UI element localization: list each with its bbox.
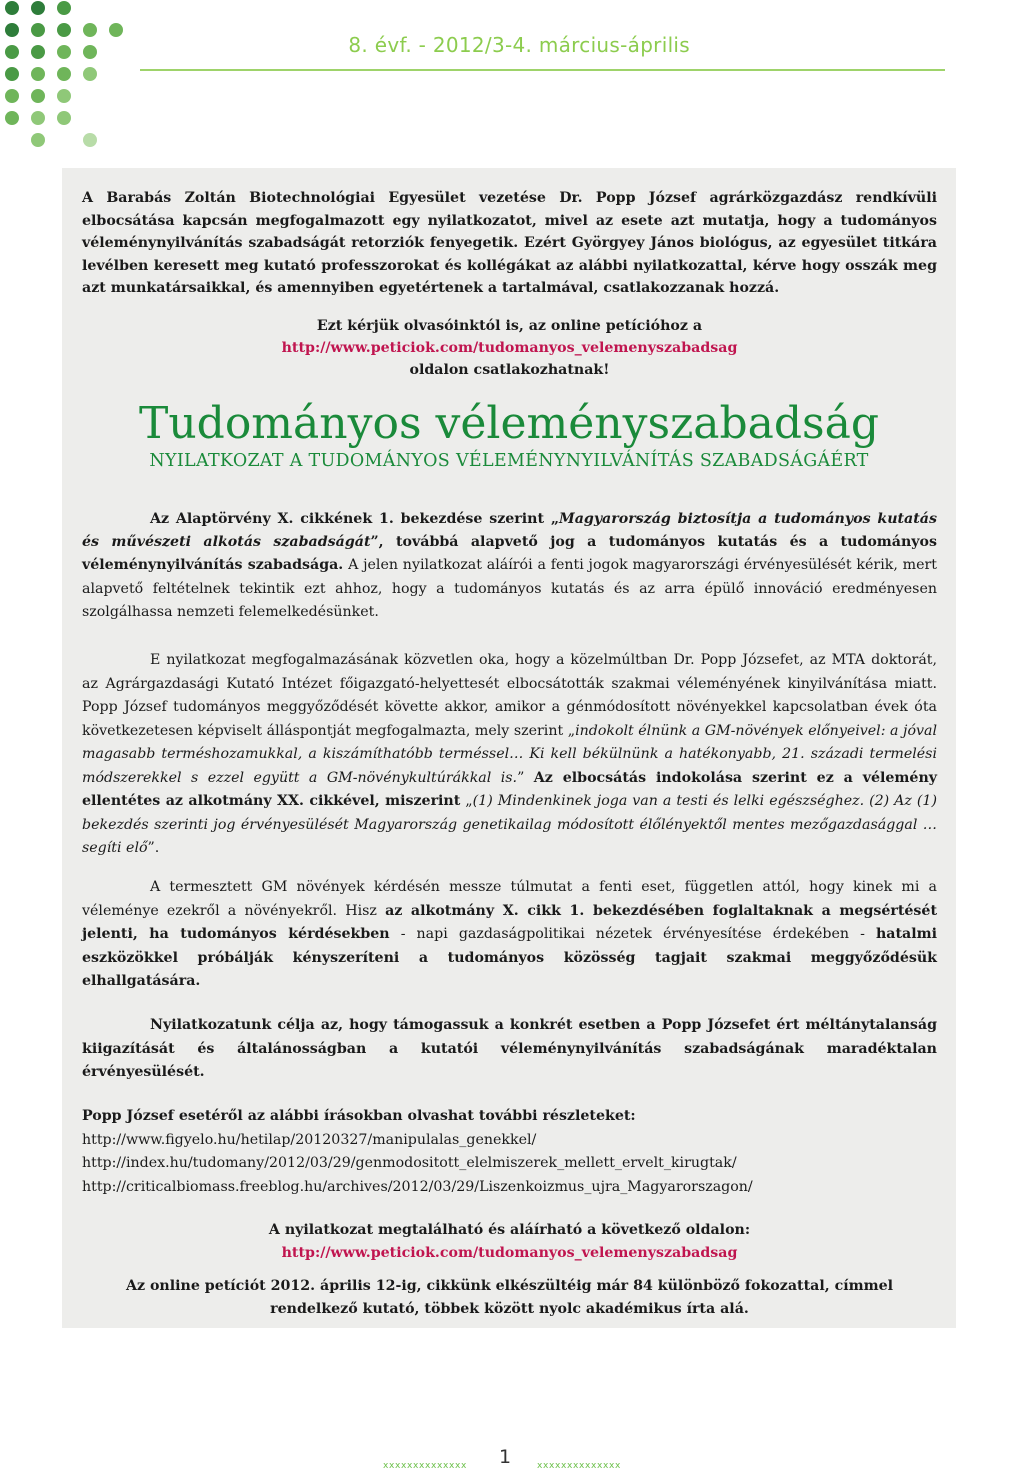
paragraph-2: E nyilatkozat megfogalmazásának közvetlen oka, hogy a közelmúltban Dr. Popp Józsefet, az MTA doktorát, az Agrárgazdasági Kutató Intézet főigazgató-helyettesét elbocsátották szakmai véleményének kinyilvánítása miatt. Popp József tudományos meggyőződését követte akkor, amikor a génmódosított növényekkel kapcsolatban évek óta következetesen képviselt álláspontját megfogalmazta, mely szerint „indokolt élnünk a GM-növények előnyeivel: a jóval magasabb terméshozamukkal, a kiszámíthatóbb terméssel… Ki kell békülnünk a hatékonyabb, 21. századi termelési módszerekkel s ezzel együtt a GM-növénykultúrákkal is.” Az elbocsátás indokolása szerint ez a vélemény ellentétes az alkotmány XX. cikkével, miszerint „(1) Mindenkinek joga van a testi és lelki egészséghez. (2) Az (1) bekezdés szerinti jog érvényesülését Magyarország genetikailag módosított élőlényektől mentes mezőgazdasággal … segíti elő”. (82, 652, 938, 856)
ornament-mark: x (603, 1461, 609, 1471)
p1-rest: A jelen nyilatkozat aláírói a fenti jogok magyarországi érvényesülését kérik, mert alapvető feltételnek tekintik ezt ahhoz, hogy a tudományos kutatás és az arra épülő innováció eredményesen szolgálhassa nemzeti felemelkedésünket. (82, 557, 937, 620)
link-item[interactable]: http://criticalbiomass.freeblog.hu/archives/2012/03/29/Liszenkoizmus_ujra_Magyarorszagon/ (82, 1178, 753, 1195)
decorative-dot (83, 45, 97, 59)
ornament-mark: x (567, 1461, 573, 1471)
ornament-mark: x (449, 1461, 455, 1471)
call-line-end: oldalon csatlakozhatnak! (409, 362, 610, 378)
ornament-mark: x (585, 1461, 591, 1471)
decorative-dot (57, 89, 71, 103)
ornament-mark: x (461, 1461, 467, 1471)
ornament-mark: x (615, 1461, 621, 1471)
p2-bold: Az elbocsátás indokolása szerint ez a vélemény ellentétes az alkotmány XX. cikkével, miszerint (82, 769, 938, 809)
link-item[interactable]: http://index.hu/tudomany/2012/03/29/genmodositott_elelmiszerek_mellett_ervelt_kirugtak/ (82, 1155, 737, 1171)
decorative-dot (5, 67, 19, 81)
call-line: Ezt kérjük olvasóinktól is, az online petícióhoz a (316, 318, 703, 334)
further-reading (82, 1105, 937, 1199)
decorative-dot (5, 89, 19, 103)
decorative-dot (83, 133, 97, 147)
decorative-dot (57, 23, 71, 37)
ornament-mark: x (455, 1461, 461, 1471)
ornament-mark: x (609, 1461, 615, 1471)
decorative-dot (31, 45, 45, 59)
ornament-mark: x (407, 1461, 413, 1471)
decorative-dot (83, 67, 97, 81)
p3-bold: az alkotmány X. cikk 1. bekezdésében foglaltaknak a megsértését jelenti, ha tudományos kérdésekben (82, 902, 937, 942)
decorative-dot (31, 1, 45, 15)
decorative-dot (5, 23, 19, 37)
p2-constitution-quote: (1) Mindenkinek joga van a testi és lelki egészséghez. (2) Az (1) bekezdés szerinti jog érvényesülését Magyarország genetikailag módosított élőlényektől mentes mezőgazdasággal … segíti elő (82, 793, 937, 856)
ornament-mark: x (579, 1461, 585, 1471)
ornament-mark: x (401, 1461, 407, 1471)
link-item[interactable]: http://www.figyelo.hu/hetilap/20120327/manipulalas_genekkel/ (82, 1131, 537, 1148)
closing (82, 1219, 937, 1265)
footer-ornament-right (537, 1458, 619, 1470)
intro-call (82, 315, 937, 381)
decorative-dot (31, 133, 45, 147)
p1-bold-end: ”, továbbá alapvető jog a tudományos kutatás és a tudományos véleménynyilvánítás szabadsága. (82, 534, 938, 574)
ornament-mark: x (573, 1461, 579, 1471)
ornament-mark: x (419, 1461, 425, 1471)
paragraph-3: A termesztett GM növények kérdésén messze túlmutat a fenti eset, független attól, hogy kinek mi a véleménye ezekről a növényekről. Hisz az alkotmány X. cikk 1. bekezdésében foglaltaknak a megsértését jelenti, ha tudományos kérdésekben - napi gazdaságpolitikai nézetek érvényesítése érdekében - hatalmi eszközökkel próbálják kényszeríteni a tudományos közösség tagjait szakmai meggyőződésük elhallgatására. (82, 879, 937, 989)
decorative-dot (31, 89, 45, 103)
main-title: Tudományos véleményszabadság (138, 398, 880, 449)
p1-quote: Magyarország biztosítja a tudományos kutatás és művészeti alkotás szabadságát (82, 511, 937, 551)
green-dot-pattern (0, 0, 140, 160)
ornament-mark: x (597, 1461, 603, 1471)
petition-link[interactable]: http://www.peticiok.com/tudomanyos_velemenyszabadsag (281, 340, 738, 356)
decorative-dot (57, 67, 71, 81)
ornament-mark: x (549, 1461, 555, 1471)
intro-text: A Barabás Zoltán Biotechnológiai Egyesület vezetése Dr. Popp József agrárközgazdász rendkívüli elbocsátása kapcsán megfogalmazott egy nyilatkozatot, mivel az esete azt mutatja, hogy a tudományos véleménynyilvánítás szabadságát retorziók fenyegetik. Ezért Györgyey János biológus, az egyesület titkára levélben keresett meg kutató professzorokat és kollégákat az alábbi nyilatkozattal, kérve hogy osszák meg azt munkatársaikkal, és amennyiben egyetértenek a tartalmával, csatlakozzanak hozzá. (82, 190, 937, 296)
decorative-dot (57, 111, 71, 125)
p3-bold-end: hatalmi eszközökkel próbálják kényszeríteni a tudományos közösség tagjait szakmai meggyőződésük elhallgatására. (82, 926, 937, 989)
ornament-mark: x (431, 1461, 437, 1471)
ornament-mark: x (591, 1461, 597, 1471)
ornament-mark: x (383, 1461, 389, 1471)
ornament-mark: x (425, 1461, 431, 1471)
header-divider (140, 69, 945, 71)
paragraph-4: Nyilatkozatunk célja az, hogy támogassuk a konkrét esetben a Popp Józsefet ért méltánytalanság kiigazítását és általánosságban a kutatói véleménynyilvánítás szabadságának maradéktalan érvényesülését. (82, 1017, 937, 1080)
p2-text: E nyilatkozat megfogalmazásának közvetlen oka, hogy a közelmúltban Dr. Popp Józsefet, az MTA doktorát, az Agrárgazdasági Kutató Intézet főigazgató-helyettesét elbocsátották szakmai véleményének kinyilvánítása miatt. Popp József tudományos meggyőződését követte akkor, amikor a génmódosított növényekkel kapcsolatban évek óta következetesen képviselt álláspontját megfogalmazta, mely szerint „ (82, 652, 937, 739)
ornament-mark: x (537, 1461, 543, 1471)
decorative-dot (57, 45, 71, 59)
issue-header: 8. évf. - 2012/3-4. március-április (348, 33, 690, 57)
decorative-dot (31, 67, 45, 81)
closing-petition-link[interactable]: http://www.peticiok.com/tudomanyos_velemenyszabadsag (281, 1245, 738, 1261)
decorative-dot (5, 1, 19, 15)
intro-paragraph (82, 187, 937, 300)
ornament-mark: x (555, 1461, 561, 1471)
page-number: 1 (498, 1446, 512, 1468)
paragraph-1 (82, 508, 937, 624)
ornament-mark: x (437, 1461, 443, 1471)
ornament-mark: x (443, 1461, 449, 1471)
decorative-dot (109, 23, 123, 37)
p2-quote: indokolt élnünk a GM-növények előnyeivel: a jóval magasabb terméshozamukkal, a kiszámíthatóbb terméssel… Ki kell békülnünk a hatékonyabb, 21. századi termelési módszerekkel s ezzel együtt a GM-növénykultúrákkal is. (82, 722, 937, 786)
decorative-dot (83, 23, 97, 37)
ornament-mark: x (395, 1461, 401, 1471)
ornament-mark: x (543, 1461, 549, 1471)
closing-summary: Az online petíciót 2012. április 12-ig, cikkünk elkészültéig már 84 különböző fokozattal, címmel rendelkező kutató, többek között nyolc akadémikus írta alá. (125, 1278, 894, 1317)
decorative-dot (31, 111, 45, 125)
declaration-subtitle: NYILATKOZAT A TUDOMÁNYOS VÉLEMÉNYNYILVÁNÍTÁS SZABADSÁGÁÉRT (149, 451, 869, 471)
closing-line: A nyilatkozat megtalálható és aláírható a következő oldalon: (268, 1222, 751, 1238)
ornament-mark: x (413, 1461, 419, 1471)
links-heading: Popp József esetéről az alábbi írásokban olvashat további részleteket: (82, 1108, 636, 1124)
ornament-mark: x (561, 1461, 567, 1471)
p1-bold: Az Alaptörvény X. cikkének 1. bekezdése szerint „ (150, 511, 559, 527)
decorative-dot (5, 111, 19, 125)
decorative-dot (5, 45, 19, 59)
decorative-dot (57, 1, 71, 15)
decorative-dot (31, 23, 45, 37)
ornament-mark: x (389, 1461, 395, 1471)
